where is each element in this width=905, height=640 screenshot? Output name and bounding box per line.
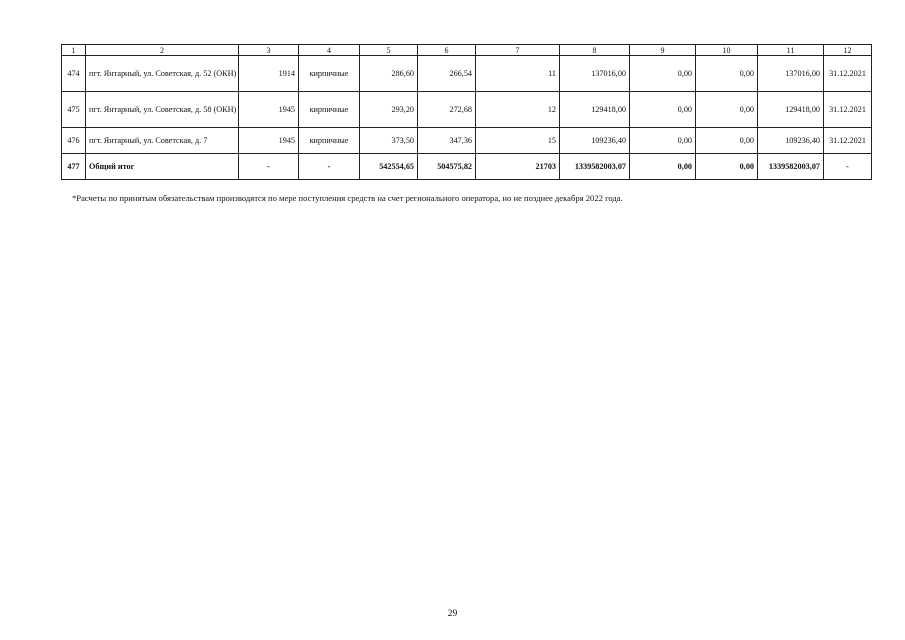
col-header: 6 [418,45,476,56]
address-cell: пгт. Янтарный, ул. Советская, д. 52 (ОКН) [86,56,239,92]
col-header: 2 [86,45,239,56]
year-cell: - [239,154,299,180]
deadline-cell: 31.12.2021 [824,92,872,128]
cost-owners-cell: 137016,00 [758,56,824,92]
total-area-cell: 293,20 [360,92,418,128]
wall-material-cell: - [299,154,360,180]
year-cell: 1914 [239,56,299,92]
col-header: 11 [758,45,824,56]
col-header: 8 [560,45,630,56]
residents-cell: 11 [476,56,560,92]
wall-material-cell: кирпичные [299,92,360,128]
residents-cell: 21703 [476,154,560,180]
address-cell: пгт. Янтарный, ул. Советская, д. 58 (ОКН) [86,92,239,128]
living-area-cell: 504575,82 [418,154,476,180]
table-row [62,56,872,92]
col-header: 12 [824,45,872,56]
residents-cell: 15 [476,128,560,154]
deadline-cell: 31.12.2021 [824,128,872,154]
housing-repair-table [61,44,872,180]
cost-budget-cell: 0,00 [696,56,758,92]
cost-owners-cell: 1339582003,07 [758,154,824,180]
living-area-cell: 347,36 [418,128,476,154]
cost-budget-cell: 0,00 [696,154,758,180]
cost-fund-cell: 0,00 [630,154,696,180]
col-header: 5 [360,45,418,56]
cost-total-cell: 137016,00 [560,56,630,92]
table-row [62,92,872,128]
row-number: 477 [62,154,86,180]
total-label: Общий итог [86,154,239,180]
column-number-row [62,45,872,56]
deadline-cell: 31.12.2021 [824,56,872,92]
cost-owners-cell: 109236,40 [758,128,824,154]
cost-fund-cell: 0,00 [630,56,696,92]
cost-total-cell: 109236,40 [560,128,630,154]
cost-budget-cell: 0,00 [696,92,758,128]
page-number: 29 [447,609,458,619]
cost-fund-cell: 0,00 [630,92,696,128]
total-area-cell: 286,60 [360,56,418,92]
wall-material-cell: кирпичные [299,128,360,154]
col-header: 3 [239,45,299,56]
col-header: 10 [696,45,758,56]
row-number: 476 [62,128,86,154]
cost-budget-cell: 0,00 [696,128,758,154]
wall-material-cell: кирпичные [299,56,360,92]
cost-fund-cell: 0,00 [630,128,696,154]
year-cell: 1945 [239,128,299,154]
address-cell: пгт. Янтарный, ул. Советская, д. 7 [86,128,239,154]
table-row [62,128,872,154]
row-number: 474 [62,56,86,92]
living-area-cell: 272,68 [418,92,476,128]
col-header: 1 [62,45,86,56]
residents-cell: 12 [476,92,560,128]
footnote: *Расчеты по принятым обязательствам производятся по мере поступления средств на счет регионального оператора, но не позднее декабря 2022 года. [72,193,623,203]
year-cell: 1945 [239,92,299,128]
total-area-cell: 373,50 [360,128,418,154]
col-header: 9 [630,45,696,56]
col-header: 7 [476,45,560,56]
col-header: 4 [299,45,360,56]
cost-owners-cell: 129418,00 [758,92,824,128]
deadline-cell: - [824,154,872,180]
row-number: 475 [62,92,86,128]
total-row [62,154,872,180]
total-area-cell: 542554,65 [360,154,418,180]
cost-total-cell: 1339582003,07 [560,154,630,180]
cost-total-cell: 129418,00 [560,92,630,128]
living-area-cell: 266,54 [418,56,476,92]
